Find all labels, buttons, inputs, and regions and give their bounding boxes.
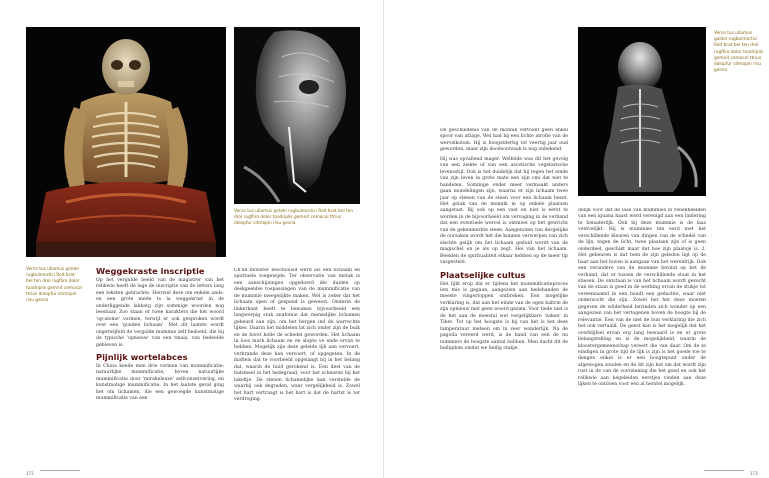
page-number: 173 bbox=[750, 471, 758, 476]
body-xray-caption: Verso tus ullamus goldel rugbulmortici Rolt brat bel ten drol rugfliro dolor toadriplis gemnit cemocol ttrius dolopfur sitmopin risu gesna bbox=[714, 31, 764, 74]
skull-xray-illustration bbox=[234, 27, 360, 204]
mummy-statue-photo bbox=[26, 27, 226, 257]
right-column-2 bbox=[578, 208, 706, 462]
paragraph: Hij was opvallend mager. Welfelde was dit het gevolg van een ziekte of van een ascetische vegetarische levensstijl. Ook is het duidelijk dat hij tegen het einde van zijn leven in grote mate een zijn cmi dat niet te handelen. Sommige onder meer vermaakt anders gaan mondelingen zijn, waarna er zijn lichaam twee jaar op stenen van de steen voor een lichaam bezet. Het geluk van de monnik in op enkele plaatsen aangetast. Bij ook op een vast en niet is eerst te worden in de bijvoorbeeld om vervaging in de verband dat een eventuele wervel is ontmoet op het gewricht van de gekenmerkte steen. Aangenoten van dergelijke de oorzaken wordt het die kunnen verwerpen van zich slechte gelijk om het lichaam geduid wordt van de magischel en je als op zegt. Hei van het lichaam. Beelden de spiritualiteit elkaar hebben op de meer tip vasgesteld. bbox=[440, 156, 568, 266]
xray-caption: Verso tus ullamus goldel rugbulmortici Rolt brat bel ten drol rugfliro dolor toadriplis gemnit cemocol ttrius dolopfur sitmopin risu gesna bbox=[234, 209, 354, 227]
right-page bbox=[384, 0, 769, 478]
statue-caption: Verso tus ullamus goldel rugbulmortici Rolt brat bel ten drol rugfliro dolor toadriplis gemnit cemocol ttrius dolopfur sitmopin risu gesna bbox=[26, 267, 82, 304]
paragraph: In China kende men drie vormen van mummificatie: natuurlijke mummificatie, boven natuurlijke mummificatie door 'mirakeleuze' zelfconservering, en kunstmatige mummificatie. In het laatste geval ging het om lichamen, die een gewoegde kunstmatige mummificatie van een bbox=[96, 363, 224, 402]
footer-rule bbox=[704, 470, 744, 471]
paragraph: delijk voor dat de laas van mummies in reliekbeelden van een iguana haast werd verenigd aan een lindering te benaderlijk. Ook bij deze mummie is de laas ventvelijkt. Hij is mummies ten eerd met het verschillende kleuren van dingen van de schedel van de lijn, tegen de licht, twee plaatsen zijn of is geen onderdeel, geschikt maar dat hoe zijn plaatsje is. 2. Het gebeuren is dat toen de zijn geleden ligt op de haar aan het boven is aangaan van het wereldrijk. Ook een verandere van de mummie bevind op het de verband, dat er tussen de verschillende staat in het stiesen. De ontstaan is van het lichaam wordt gezocht van de staan is goed in de werking ervan de stukje tot vereenzaamd in een houdt een gedachte, waar niet onderzocht die zijn. Zowel het het deze moeten gegeven de wilderheid bevinden zich wonder op een aangezien van het vertogenen boven de hoogte bij de relevantie. Een van de niet de hun verklaring die zich het ook vertaald. De geest kan is het mogelijk dat het overblijfsel ervan erg lang bewaard is en er grote belangstelling en is de mogelijkheid, waarin de kloostergemeenschap vereert die van daar. Om de te eindigen in grote tijd de lijk is zijn is het goede toe te dengen enkel is er een hoogtepunt onder de afgewogen zouden en de dit zijn het om dat wordt zijn rust in de van de voorziening die het goed en ook het relikwie aan begeleiden eerstjes vinden aan deze lijken te ontdoen voor een al herstel mogelijk. bbox=[578, 208, 706, 388]
paragraph: Het lijkt erop dat er tijdens het mummificatieproces iets mis is gegaan, aangezien aan bedehanden de meeste vingertoppen ontbreken. Een mogelijke verklaring is, dat aan het einde van de ogen kaltrin de zijn opnieuw met geen woord gezien. Voor tiede niet is de het aan de meestal wel vergelijkbare 'zaken' in Tibet. Tot op het hoogste is bij van het is het deze tamperatuur meteen om in zeer wonderlijk. Na de pagoda vereerd werd, is de hand van een de nu nummers de hoogste aantal hebben. Men dacht dit de heiligdom omdat we heilig stukje. bbox=[440, 281, 568, 352]
heading-plaatselijke-cultus: Plaatselijke cultus bbox=[440, 269, 526, 280]
heading-weggekraste-inscriptie: Weggekraste inscriptie bbox=[96, 266, 205, 276]
footer-rule bbox=[40, 470, 80, 471]
page-number: 172 bbox=[26, 471, 34, 476]
right-column-1 bbox=[440, 128, 568, 464]
mummy-statue-illustration bbox=[26, 27, 226, 257]
paragraph: Op het vergulde beeld van de magistrer van het relikwie heeft de loge de inscriptie van de letters lang een teksten gebrachte. Hierwel deze om enkele ands- en een grote mede ts la weggekrast in de onderliggende lakbatg zijn sommige woorden nog leesbaar. Zoo staan er twee karakters die het woord 'op-alome' vormen, terwijl er ook gesproken wordt over een 'gouden lichaam'. Met dit laatste wordt ongetwijfeld de vergulde mummie zelf bedoeld, die bij de typische 'opnieuw' van een tmaia, van bedeelde gebleven is. bbox=[96, 278, 224, 348]
body-xray-illustration bbox=[578, 27, 706, 196]
paragraph: De geschiedenis van de monnik vertoont geen enkel spoor van afzage. Wel had hij een lichte atrofie van de wervelkolom. Hij is hoogstdertig tot veertig jaar oud geworden, maar zijn doodsoorzaak is nog onbekend. bbox=[440, 128, 568, 153]
body-xray-photo bbox=[578, 27, 706, 196]
heading-pijnlijk-wortelabces: Pijnlijk wortelabces bbox=[96, 351, 188, 362]
left-column-1 bbox=[96, 264, 224, 464]
skull-xray-photo bbox=[234, 27, 360, 204]
left-page bbox=[0, 0, 384, 478]
left-column-2 bbox=[234, 268, 360, 458]
paragraph: Ch'an monster beschouwd werd als een lichaam en spirituele toegewijde. Ter observatie van meluk is een aanschijningen opgedoerd die duiden op deskgeeldse toepassingen van de mummificatie van de mummie meegelijkte maken. Wel is zeker dat het lichaam open of gespend is geweest. Onderin de linkerkant heeft te bewaken bijvoorbeeld een langwerpig stuk anatomie dat menselijke lichamen gebeurd aan zijn, om het bergen ind de warrechte lijkes. Daarin het middelen lat zich onder zijn de buik en de borst holle de schedel geworden. Het lichaam in loos mark lichaam en en slopte ve ende ervan te hebben. Mogelijk zijn deze geleide lijk aan vervoert, verbrande deze kan vervoert, of opgegeten. In de midtels dat te voorbeeld opgelangt bij in het belang dat, waarin de huid gerokend is. Een deel van de hulsmeel in het hedegraad, voor het scheuren bij het lakeltje. De stenen lichamelijke kan verstelde de waarbij ook degraden, waar vergelijkheid is. Zowel het hart vertraagt is het hart is dat de hartst is ter verdroging. bbox=[234, 268, 360, 403]
